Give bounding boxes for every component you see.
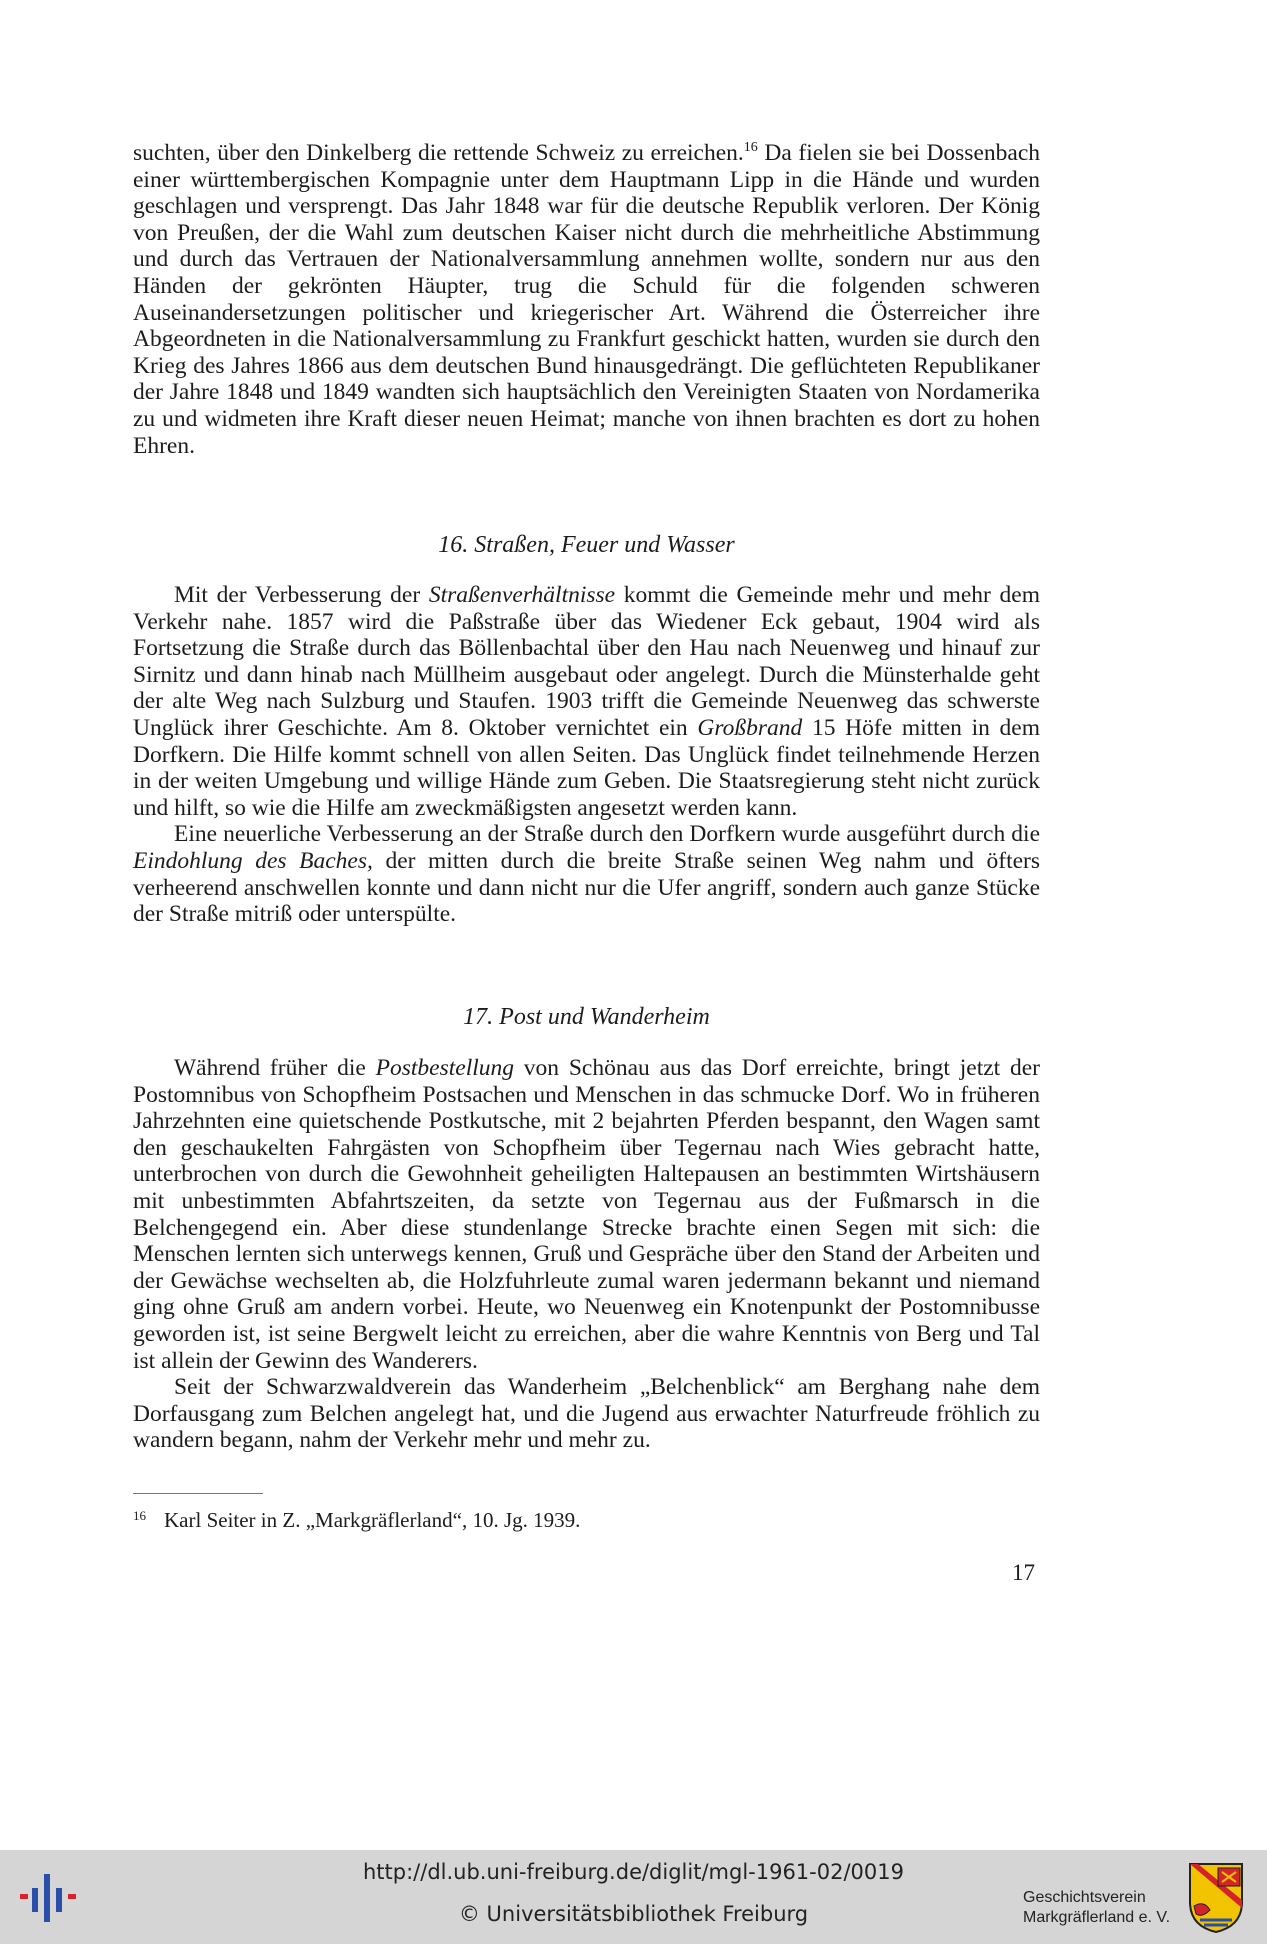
footnote-reference: 16 [743,140,758,155]
source-url-link[interactable]: http://dl.ub.uni-freiburg.de/diglit/mgl-1961-02/0019 [362,1860,904,1884]
footnote-divider [133,1493,263,1494]
emphasis-term: Großbrand [697,714,803,741]
footer-bar [0,1850,1267,1944]
section-heading-17: 17. Post und Wanderheim [463,1004,710,1030]
emphasis-term: Straßenverhältnisse [428,582,616,608]
copyright-notice: © Universitätsbibliothek Freiburg [458,1902,809,1926]
footnote-text: Karl Seiter in Z. „Markgräflerland“, 10. Jg. 1939. [164,1508,581,1532]
paragraph-2: Mit der Verbesserung der Straßenverhältnisse kommt die Gemeinde mehr und mehr dem Verkehr nahe. 1857 wird die Paßstraße über das Wiedener Eck gebaut, 1904 wird als Fortsetzung die Straße durch das Böllenbachtal über den Hau nach Neuenweg und hinauf zur Sirnitz und dann hinab nach Müllheim ausgebaut oder angelegt. Durch die Münsterhalde geht der alte Weg nach Sulzburg und Staufen. 1903 trifft die Gemeinde Neuenweg das schwerste Unglück ihrer Geschichte. Am 8. Oktober vernichtet ein Großbrand 15 Höfe mitten in dem Dorfkern. Die Hilfe kommt schnell von allen Seiten. Das Unglück findet teilnehmende Herzen in der weiten Umgebung und willige Hände zum Geben. Die Staatsregierung steht nicht zurück und hilft, so wie die Hilfe am zweckmäßigsten angesetzt werden kann. [133,582,1041,821]
page-number: 17 [1012,1560,1035,1585]
footnote [133,1508,580,1533]
coat-of-arms-icon [1188,1862,1244,1934]
emphasis-term: Postbestellung [375,1055,514,1081]
text-block-3 [133,1055,1040,1454]
text-block-1 [133,140,1040,459]
footnote-number: 16 [133,1508,146,1523]
society-name: Geschichtsverein Markgräflerland e. V. [1023,1889,1171,1926]
text-block-2 [133,582,1040,928]
emphasis-term: Eindohlung des Baches, [133,847,373,874]
paragraph-1: suchten, über den Dinkelberg die rettende Schweiz zu erreichen.$^{16}$ Da fielen sie bei Dossenbach einer württembergischen Kompagnie unter dem Hauptmann Lipp in die Hände und wurden geschlagen und versprengt. Das Jahr 1848 war für die deutsche Republik verloren. Der König von Preußen, der die Wahl zum deutschen Kaiser nicht durch die mehrheitliche Abstimmung und durch das Vertrauen der Nationalversammlung annehmen wollte, sondern nur aus den Händen der gekrönten Häupter, trug die Schuld für die folgenden schweren Auseinandersetzungen politischer und kriegerischer Art. Während die Österreicher ihre Abgeordneten in die Nationalversammlung zu Frankfurt geschickt hatten, wurden sie durch den Krieg des Jahres 1866 aus dem deutschen Bund hinausgedrängt. Die geflüchteten Republikaner der Jahre 1848 und 1849 wandten sich hauptsächlich den Vereinigten Staaten von Nordamerika zu und widmeten ihre Kraft dieser neuen Heimat; manche von ihnen brachten es dort zu hohen Ehren. [133,140,1040,459]
paragraph-3: Eine neuerliche Verbesserung an der Straße durch den Dorfkern wurde ausgeführt durch die Eindohlung des Baches, der mitten durch die breite Straße seinen Weg nahm und öfters verheerend anschwellen konnte und dann nicht nur die Ufer angriff, sondern auch ganze Stücke der Straße mitriß oder unterspülte. [133,821,1040,928]
paragraph-4: Während früher die Postbestellung von Schönau aus das Dorf erreichte, bringt jetzt der Postomnibus von Schopfheim Postsachen und Menschen in das schmucke Dorf. Wo in früheren Jahrzehnten eine quietschende Postkutsche, mit 2 bejahrten Pferden bespannt, den Wagen samt den geschaukelten Fahrgästen von Schopfheim über Tegernau nach Wies gebracht hatte, unterbrochen von durch die Gewohnheit geheiligten Haltepausen an bestimmten Wirtshäusern mit unbestimmten Abfahrtszeiten, da setzte von Tegernau aus der Fußmarsch in die Belchengegend ein. Aber diese stundenlange Strecke brachte einen Segen mit sich: die Menschen lernten sich unterwegs kennen, Gruß und Gespräche über den Stand der Arbeiten und der Gewächse wechselten ab, die Holzfuhrleute zumal waren jedermann bekannt und niemand ging ohne Gruß am andern vorbei. Heute, wo Neuenweg ein Knotenpunkt der Postomnibusse geworden ist, ist seine Bergwelt leicht zu erreichen, aber die wahre Kenntnis von Berg und Tal ist allein der Gewinn des Wanderers. [133,1055,1040,1374]
paragraph-5: Seit der Schwarzwaldverein das Wanderheim „Belchenblick“ am Berghang nahe dem Dorfausgang zum Belchen angelegt hat, und die Jugend aus erwachter Naturfreude fröhlich zu wandern begann, nahm der Verkehr mehr und mehr zu. [133,1374,1040,1454]
section-heading-16: 16. Straßen, Feuer und Wasser [438,532,735,558]
